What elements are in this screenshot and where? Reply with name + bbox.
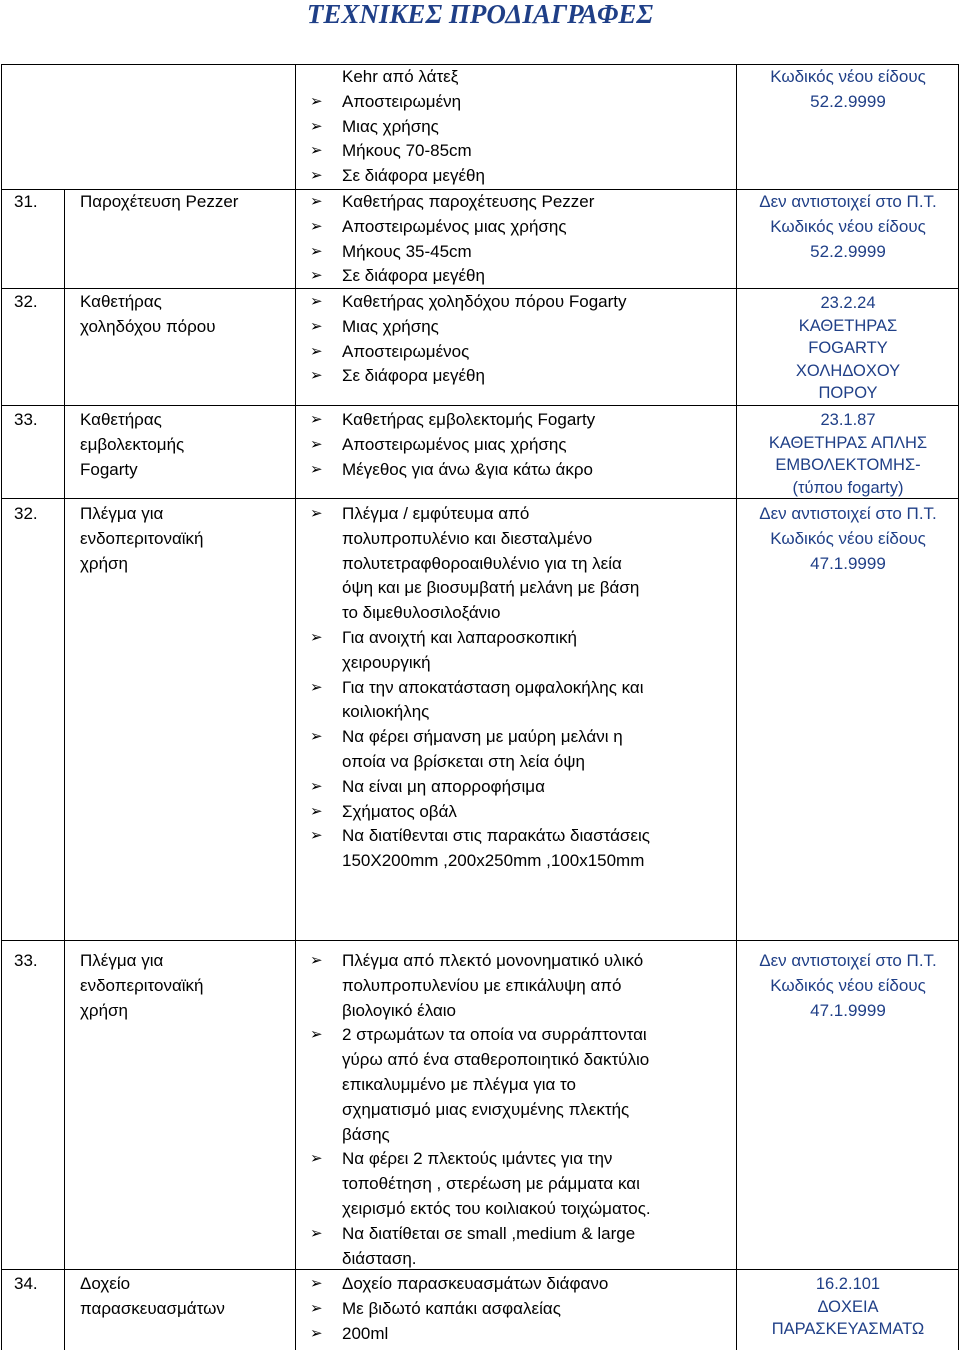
spec-item: ➢ Να φέρει σήμανση με μαύρη μελάνι η οποία να βρίσκεται στη λεία όψη	[310, 727, 623, 771]
arrowhead-bullet-icon: ➢	[310, 217, 323, 235]
spec-item: ➢ Να διατίθεται σε small ,medium & large διάσταση.	[310, 1223, 636, 1268]
arrowhead-bullet-icon: ➢	[310, 505, 323, 522]
row-number: 31.	[14, 192, 38, 211]
arrowhead-bullet-icon: ➢	[310, 1026, 323, 1044]
arrowhead-bullet-icon: ➢	[310, 1150, 323, 1168]
spec-list	[310, 408, 725, 482]
row-number: 33.	[14, 410, 38, 429]
spec-item: ➢ Σε διάφορα μεγέθη	[310, 164, 725, 189]
spec-item: ➢ Μήκους 35-45cm	[310, 240, 725, 265]
spec-list	[310, 65, 725, 189]
spec-list	[310, 190, 725, 289]
spec-item: ➢ Μιας χρήσης	[310, 115, 725, 140]
spec-item: ➢ Αποστειρωμένος μιας χρήσης	[310, 215, 725, 240]
spec-item: ➢ Αποστειρωμένος	[310, 340, 725, 365]
arrowhead-bullet-icon: ➢	[310, 827, 323, 845]
item-name: Παροχέτευση Pezzer	[80, 192, 239, 211]
arrowhead-bullet-icon: ➢	[310, 242, 323, 260]
spec-item: ➢ Μιας χρήσης	[310, 315, 725, 340]
item-code: Κωδικός νέου είδους 52.2.9999	[770, 67, 926, 111]
arrowhead-bullet-icon: ➢	[310, 317, 323, 335]
spec-item: ➢ 2 στρωμάτων τα οποία να συρράπτονται γύρω από ένα σταθεροποιητικό δακτύλιο επικαλυμμένο με πλέγμα για το σχηματισμό μιας ενισχυμένης πλεκτής βάσης	[310, 1025, 650, 1144]
item-name: Καθετήρας χοληδόχου πόρου	[80, 292, 216, 336]
item-code: Δεν αντιστοιχεί στο Π.Τ. Κωδικός νέου είδους 52.2.9999	[759, 192, 937, 261]
item-code: 23.2.24 ΚΑΘΕΤΗΡΑΣ FOGARTY ΧΟΛΗΔΟΧΟΥ ΠΟΡΟΥ	[795, 294, 901, 403]
arrowhead-bullet-icon: ➢	[310, 628, 323, 646]
spec-list	[310, 502, 725, 874]
row-number: 33.	[14, 951, 38, 970]
row-number: 32.	[14, 504, 38, 523]
row-number: 32.	[14, 292, 38, 311]
arrowhead-bullet-icon: ➢	[310, 777, 323, 795]
row-divider	[1, 405, 959, 406]
spec-list	[310, 290, 725, 389]
column-divider	[1, 64, 2, 1350]
arrowhead-bullet-icon: ➢	[310, 728, 323, 746]
spec-list	[310, 1272, 725, 1346]
page-title: ΤΕΧΝΙΚΕΣ ΠΡΟΔΙΑΓΡΑΦΕΣ	[306, 0, 654, 29]
item-name: Δοχείο παρασκευασμάτων	[80, 1274, 225, 1318]
arrowhead-bullet-icon: ➢	[310, 1324, 323, 1342]
item-code: 23.1.87 ΚΑΘΕΤΗΡΑΣ ΑΠΛΗΣ ΕΜΒΟΛΕΚΤΟΜΗΣ- (τύπου fogarty)	[768, 411, 928, 497]
spec-item: ➢ Με βιδωτό καπάκι ασφαλείας	[310, 1297, 725, 1322]
spec-item: ➢ Πλέγμα / εμφύτευμα από πολυπροπυλένιο και διεσταλμένο πολυτετραφθοροαιθυλένιο για τη λεία όψη και με βιοσυμβατή μελάνη με βάση το διμεθυλοσιλοξάνιο	[310, 504, 640, 623]
spec-item: ➢ Καθετήρας εμβολεκτομής Fogarty	[310, 408, 725, 433]
spec-item: ➢ Για ανοιχτή και λαπαροσκοπική χειρουργική	[310, 627, 577, 672]
spec-item: ➢ Καθετήρας παροχέτευσης Pezzer	[310, 190, 725, 215]
arrowhead-bullet-icon: ➢	[310, 367, 323, 385]
row-divider	[1, 940, 959, 941]
spec-item: ➢ Σχήματος οβάλ	[310, 800, 725, 825]
arrowhead-bullet-icon: ➢	[310, 92, 323, 110]
spec-item: ➢ Μήκους 70-85cm	[310, 139, 725, 164]
spec-item: ➢ 200ml	[310, 1322, 725, 1347]
spec-item: ➢ Καθετήρας χοληδόχου πόρου Fogarty	[310, 290, 725, 315]
column-divider	[295, 64, 296, 1350]
arrowhead-bullet-icon: ➢	[310, 267, 323, 285]
arrowhead-bullet-icon: ➢	[310, 342, 323, 360]
arrowhead-bullet-icon: ➢	[310, 678, 323, 696]
arrowhead-bullet-icon: ➢	[310, 1224, 323, 1242]
arrowhead-bullet-icon: ➢	[310, 802, 323, 820]
arrowhead-bullet-icon: ➢	[310, 460, 323, 478]
spec-item: ➢ Να φέρει 2 πλεκτούς ιμάντες για την τοποθέτηση , στερέωση με ράμματα και χειρισμό εκτός του κοιλιακού τοιχώματος.	[310, 1149, 651, 1218]
spec-item: ➢ Σε διάφορα μεγέθη	[310, 364, 725, 389]
arrowhead-bullet-icon: ➢	[310, 117, 323, 135]
arrowhead-bullet-icon: ➢	[310, 1299, 323, 1317]
arrowhead-bullet-icon: ➢	[310, 411, 323, 428]
spec-item: ➢ Σε διάφορα μεγέθη	[310, 264, 725, 289]
arrowhead-bullet-icon: ➢	[310, 952, 323, 969]
arrowhead-bullet-icon: ➢	[310, 167, 323, 185]
item-name: Καθετήρας εμβολεκτομής Fogarty	[80, 410, 185, 479]
spec-item: ➢ Πλέγμα από πλεκτό μονονηματικό υλικό πολυπροπυλενίου με επικάλυψη από βιολογικό έλαιο	[310, 951, 644, 1020]
arrowhead-bullet-icon: ➢	[310, 293, 323, 310]
spec-item: ➢ Μέγεθος για άνω &για κάτω άκρο	[310, 458, 725, 483]
spec-item: ➢ Δοχείο παρασκευασμάτων διάφανο	[310, 1272, 725, 1297]
spec-item: Kehr από λάτεξ	[342, 67, 459, 86]
spec-item: ➢ Να διατίθενται στις παρακάτω διαστάσεις 150X200mm ,200x250mm ,100x150mm	[310, 826, 650, 871]
spec-item: ➢ Να είναι μη απορροφήσιμα	[310, 775, 725, 800]
spec-item: ➢ Αποστειρωμένος μιας χρήσης	[310, 433, 725, 458]
item-code: 16.2.101 ΔΟΧΕΙΑ ΠΑΡΑΣΚΕΥΑΣΜΑΤΩ	[771, 1275, 925, 1339]
item-name: Πλέγμα για ενδοπεριτοναϊκή χρήση	[80, 504, 204, 573]
spec-item: ➢ Αποστειρωμένη	[310, 90, 725, 115]
item-code: Δεν αντιστοιχεί στο Π.Τ. Κωδικός νέου είδους 47.1.9999	[759, 504, 937, 573]
arrowhead-bullet-icon: ➢	[310, 435, 323, 453]
item-code: Δεν αντιστοιχεί στο Π.Τ. Κωδικός νέου είδους 47.1.9999	[759, 951, 937, 1020]
arrowhead-bullet-icon: ➢	[310, 1275, 323, 1292]
spec-item: ➢ Για την αποκατάσταση ομφαλοκήλης και κοιλιοκήλης	[310, 677, 644, 722]
item-name: Πλέγμα για ενδοπεριτοναϊκή χρήση	[80, 951, 204, 1020]
spec-list	[310, 949, 725, 1271]
arrowhead-bullet-icon: ➢	[310, 142, 323, 160]
row-number: 34.	[14, 1274, 38, 1293]
arrowhead-bullet-icon: ➢	[310, 193, 323, 210]
column-divider	[64, 189, 65, 1350]
